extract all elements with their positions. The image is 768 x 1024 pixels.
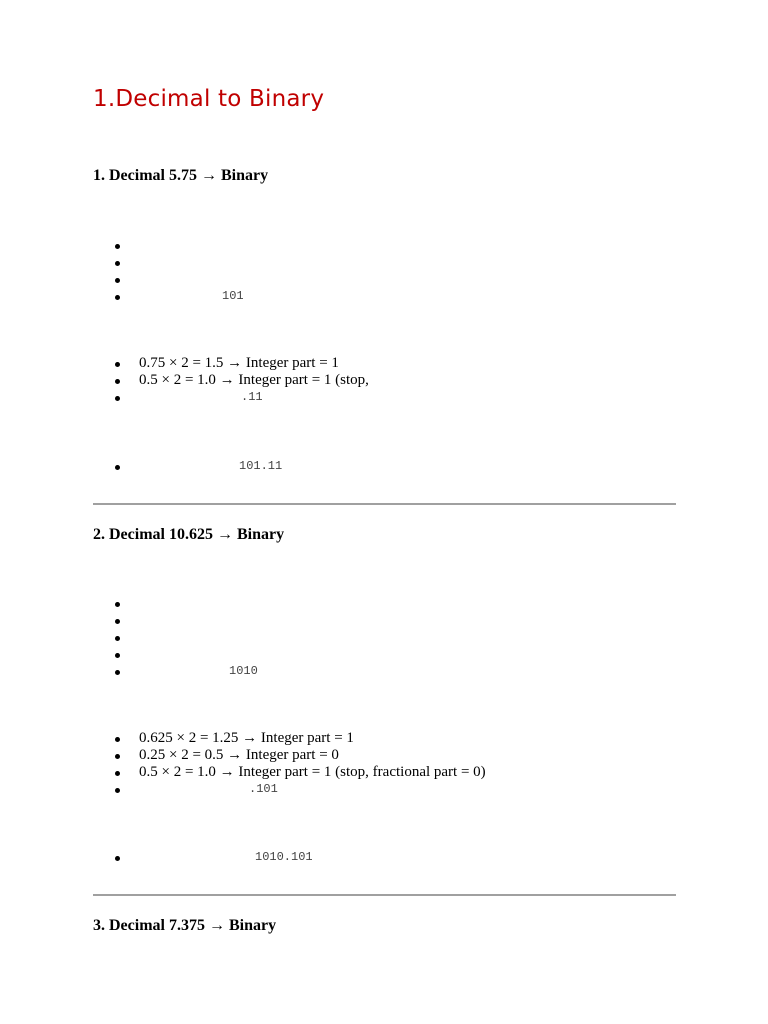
bullet-icon <box>115 465 120 470</box>
section-2-fraction-steps <box>115 730 486 798</box>
list-item <box>115 595 139 612</box>
bullet-icon <box>115 636 120 641</box>
section-3-heading: 3. Decimal 7.375 → Binary <box>93 917 277 934</box>
list-item <box>115 271 139 288</box>
list-item <box>115 849 313 866</box>
page-title: 1.Decimal to Binary <box>93 86 325 112</box>
integer-result: 1010 <box>229 664 258 678</box>
list-item <box>115 237 139 254</box>
section-1-fraction-steps <box>115 355 369 406</box>
list-item <box>115 612 139 629</box>
bullet-icon <box>115 754 120 759</box>
bullet-icon <box>115 379 120 384</box>
list-item: 0.25 × 2 = 0.5 → Integer part = 0 <box>115 747 486 764</box>
bullet-icon <box>115 295 120 300</box>
bullet-icon <box>115 362 120 367</box>
section-1-integer-steps <box>115 237 244 305</box>
final-result: 101.11 <box>239 459 283 473</box>
integer-result: 101 <box>222 289 244 303</box>
list-item: 0.5 × 2 = 1.0 → Integer part = 1 (stop, <box>115 372 369 389</box>
final-result: 1010.101 <box>255 850 313 864</box>
section-2-final <box>115 849 313 866</box>
list-item: 0.5 × 2 = 1.0 → Integer part = 1 (stop, fractional part = 0) <box>115 764 486 781</box>
list-item <box>115 389 369 406</box>
bullet-icon <box>115 670 120 675</box>
list-item <box>115 458 283 475</box>
list-item <box>115 663 258 680</box>
section-divider <box>93 503 676 505</box>
section-1-heading: 1. Decimal 5.75 → Binary <box>93 167 269 184</box>
bullet-icon <box>115 737 120 742</box>
list-item <box>115 646 139 663</box>
bullet-icon <box>115 653 120 658</box>
section-2-heading: 2. Decimal 10.625 → Binary <box>93 526 285 543</box>
bullet-icon <box>115 602 120 607</box>
section-divider <box>93 894 676 896</box>
bullet-icon <box>115 244 120 249</box>
section-2-integer-steps <box>115 595 258 680</box>
bullet-icon <box>115 856 120 861</box>
bullet-icon <box>115 278 120 283</box>
list-item <box>115 288 244 305</box>
bullet-icon <box>115 396 120 401</box>
fraction-result: .101 <box>249 782 278 796</box>
list-item <box>115 781 486 798</box>
bullet-icon <box>115 788 120 793</box>
list-item: 0.625 × 2 = 1.25 → Integer part = 1 <box>115 730 486 747</box>
list-item <box>115 254 139 271</box>
bullet-icon <box>115 619 120 624</box>
list-item <box>115 629 139 646</box>
bullet-icon <box>115 261 120 266</box>
fraction-result: .11 <box>241 390 263 404</box>
bullet-icon <box>115 771 120 776</box>
section-1-final <box>115 458 283 475</box>
list-item: 0.75 × 2 = 1.5 → Integer part = 1 <box>115 355 369 372</box>
